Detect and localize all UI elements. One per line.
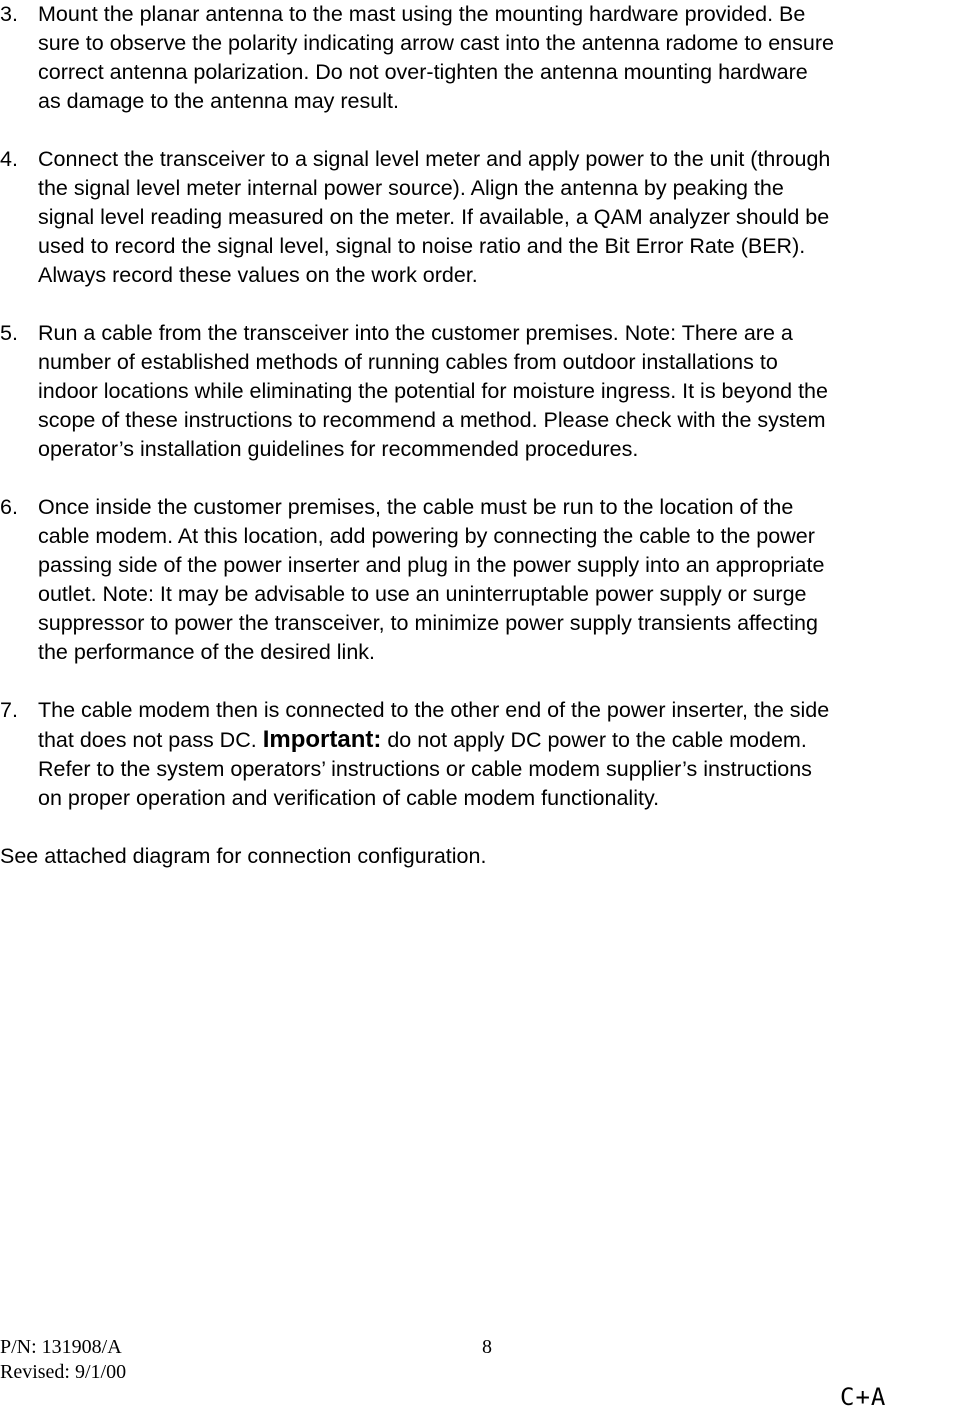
step-number: 6. [0, 495, 18, 519]
text-line: Mount the planar antenna to the mast using the mounting hardware provided. Be [38, 2, 806, 26]
text-line: The cable modem then is connected to the other end of the power inserter, the side [38, 698, 830, 722]
text-line: the signal level meter internal power source). Align the antenna by peaking the [38, 176, 784, 200]
text-line: correct antenna polarization. Do not over-tighten the antenna mounting hardware [38, 60, 808, 84]
step-7 [0, 696, 973, 813]
step-number: 4. [0, 147, 18, 171]
text-line: used to record the signal level, signal to noise ratio and the Bit Error Rate (BER). [38, 234, 806, 258]
company-logo: C+A [840, 1383, 887, 1411]
text-segment: do not apply DC power to the cable modem. [381, 728, 807, 752]
text-line: scope of these instructions to recommend a method. Please check with the system [38, 408, 826, 432]
text-line: indoor locations while eliminating the potential for moisture ingress. It is beyond the [38, 379, 828, 403]
revision-date: Revised: 9/1/00 [0, 1361, 127, 1383]
text-line: operator’s installation guidelines for recommended procedures. [38, 437, 639, 461]
important-label: Important: [262, 726, 382, 753]
step-text [38, 493, 973, 667]
text-line: Always record these values on the work order. [38, 263, 478, 287]
text-line: Refer to the system operators’ instructions or cable modem supplier’s instructions [38, 757, 812, 781]
part-number: P/N: 131908/A [0, 1336, 122, 1358]
text-line: Connect the transceiver to a signal level meter and apply power to the unit (through [38, 147, 831, 171]
step-number: 3. [0, 2, 18, 26]
text-line-with-important [38, 725, 973, 755]
text-line: number of established methods of running cables from outdoor installations to [38, 350, 778, 374]
step-text [38, 0, 973, 116]
text-line: cable modem. At this location, add powering by connecting the cable to the power [38, 524, 815, 548]
step-number: 7. [0, 698, 18, 722]
step-6 [0, 493, 973, 667]
text-line: passing side of the power inserter and plug in the power supply into an appropriate [38, 553, 825, 577]
text-line: sure to observe the polarity indicating arrow cast into the antenna radome to ensure [38, 31, 834, 55]
text-line: suppressor to power the transceiver, to minimize power supply transients affecting [38, 611, 818, 635]
step-text [38, 319, 973, 464]
text-line: on proper operation and verification of cable modem functionality. [38, 786, 660, 810]
step-text [38, 145, 973, 290]
text-line: Run a cable from the transceiver into the customer premises. Note: There are a [38, 321, 793, 345]
page-number: 8 [482, 1336, 492, 1358]
text-line: outlet. Note: It may be advisable to use an uninterruptable power supply or surge [38, 582, 807, 606]
text-line: as damage to the antenna may result. [38, 89, 399, 113]
text-line: signal level reading measured on the meter. If available, a QAM analyzer should be [38, 205, 830, 229]
step-number: 5. [0, 321, 18, 345]
closing-note: See attached diagram for connection configuration. [0, 844, 487, 868]
text-line: the performance of the desired link. [38, 640, 376, 664]
text-line: Once inside the customer premises, the cable must be run to the location of the [38, 495, 794, 519]
step-5 [0, 319, 973, 464]
text-segment: that does not pass DC. [38, 728, 263, 752]
step-3 [0, 0, 973, 116]
step-4 [0, 145, 973, 290]
step-text [38, 696, 973, 813]
